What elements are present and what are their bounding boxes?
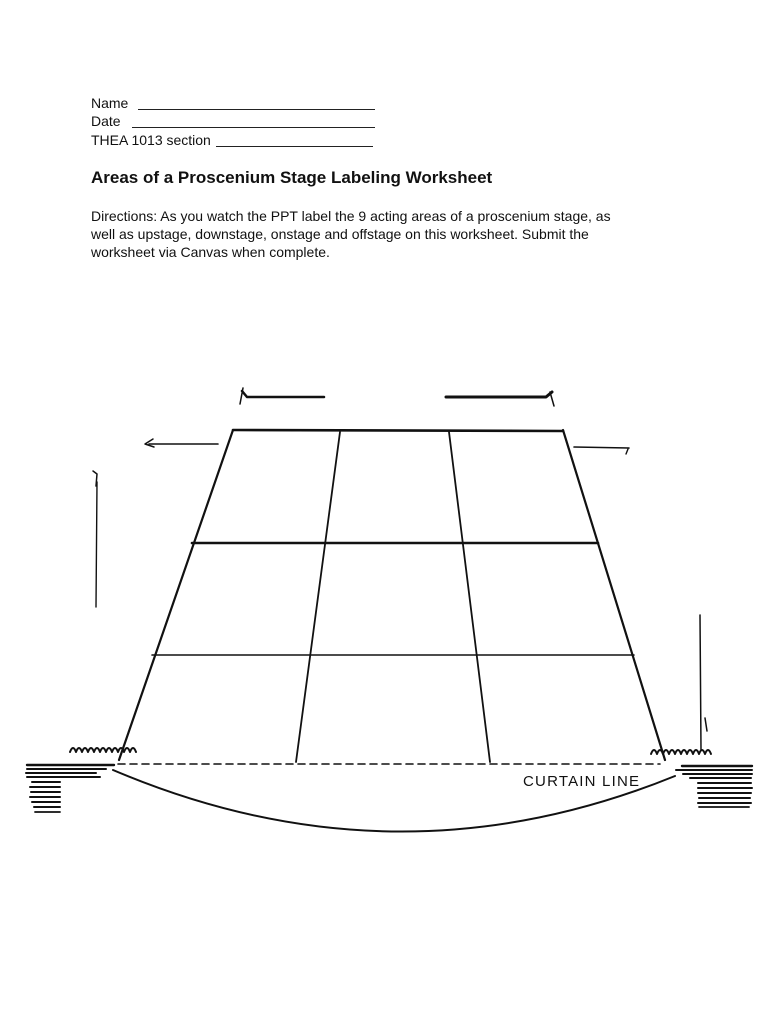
proscenium-wall-left xyxy=(26,765,114,812)
date-label: Date xyxy=(91,113,121,129)
worksheet-title: Areas of a Proscenium Stage Labeling Worksheet xyxy=(91,168,493,187)
section-label: THEA 1013 section xyxy=(91,132,211,148)
right-vertical-arrow xyxy=(700,615,701,750)
proscenium-stage-diagram xyxy=(0,280,770,860)
date-blank-line xyxy=(132,127,375,128)
curtain-squiggle-left xyxy=(70,748,136,752)
mid-left-arrow-head xyxy=(145,439,154,447)
grid-column-line-1 xyxy=(296,432,340,762)
directions-line: Directions: As you watch the PPT label the 9 acting areas of a proscenium stage, as xyxy=(91,208,611,224)
proscenium-wall-right xyxy=(676,766,752,807)
curtain-line-label: CURTAIN LINE xyxy=(523,773,641,790)
section-field xyxy=(91,131,211,149)
directions-line: well as upstage, downstage, onstage and offstage on this worksheet. Submit the xyxy=(91,226,589,242)
name-blank-line xyxy=(138,109,375,110)
mid-right-arrow-tick xyxy=(626,449,628,454)
mid-right-arrow xyxy=(574,447,629,448)
section-blank-line xyxy=(216,146,373,147)
stage-outline-left xyxy=(119,430,233,760)
top-right-arrow-tick xyxy=(550,392,554,406)
name-label: Name xyxy=(91,95,129,111)
directions-text xyxy=(91,207,691,261)
date-field xyxy=(91,112,121,130)
name-field xyxy=(91,94,128,112)
top-right-arrow xyxy=(446,392,552,397)
acting-area-grid xyxy=(119,430,665,762)
directions-line: worksheet via Canvas when complete. xyxy=(91,244,330,260)
right-vertical-arrow-tick xyxy=(705,718,707,731)
grid-column-line-2 xyxy=(449,432,490,762)
curtain-squiggle-right xyxy=(651,750,711,754)
top-left-arrow xyxy=(242,391,324,397)
stage-outline-upstage xyxy=(233,430,563,431)
left-vertical-arrow-head xyxy=(93,471,97,486)
stage-outline-right xyxy=(563,430,665,760)
left-vertical-arrow xyxy=(96,482,97,607)
